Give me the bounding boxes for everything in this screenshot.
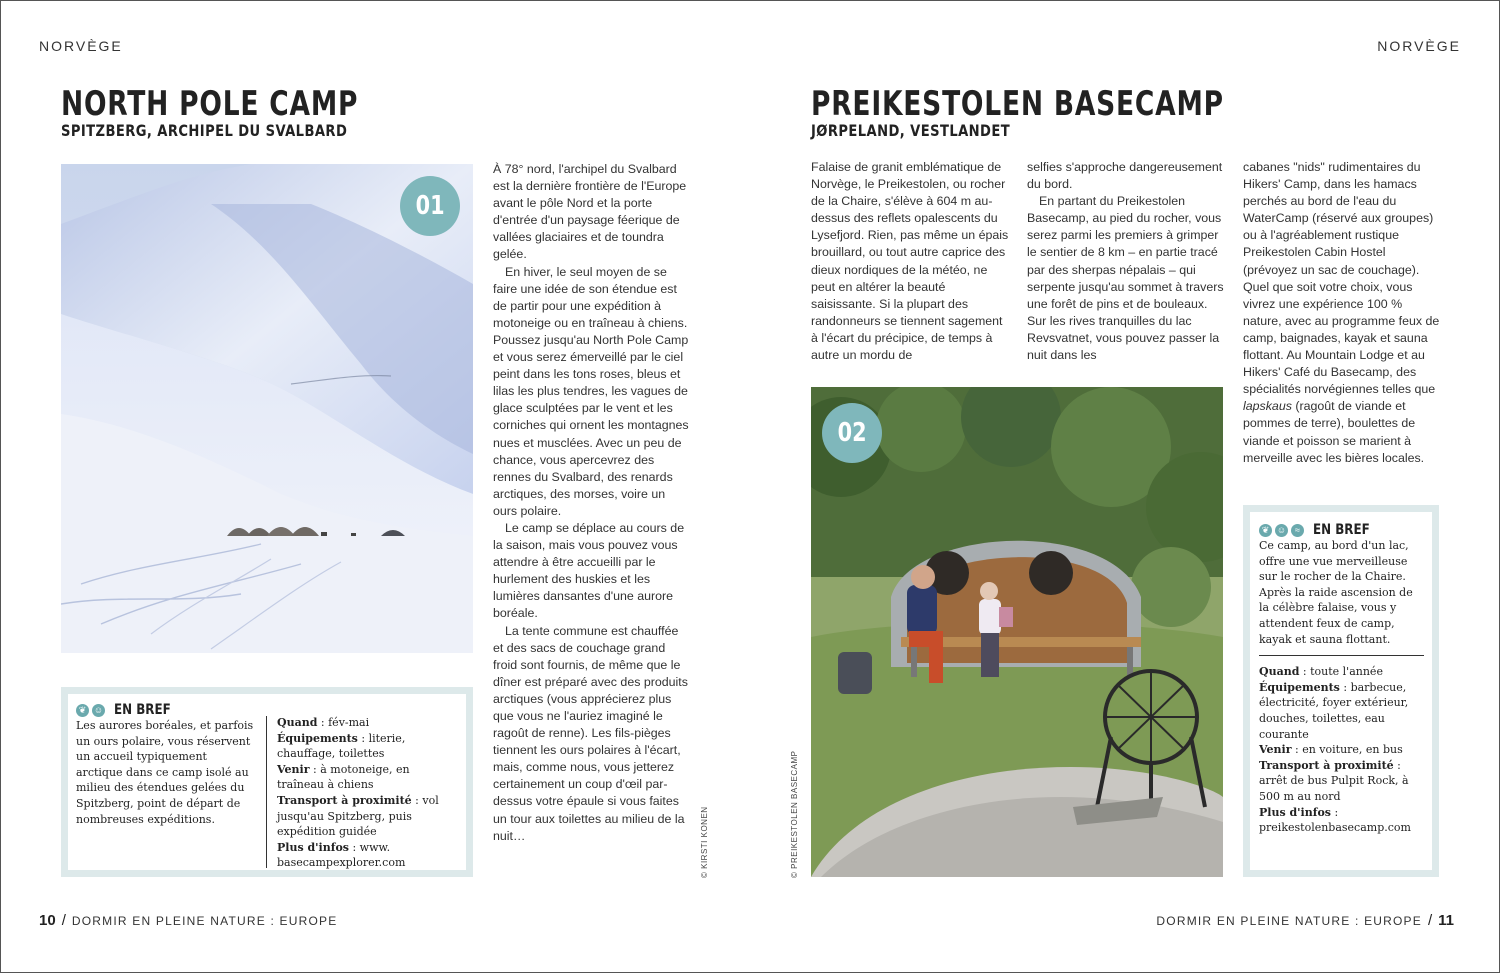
right-footer — [1156, 912, 1454, 929]
right-body-column-2 — [1027, 159, 1227, 364]
left-subtitle: SPITZBERG, ARCHIPEL DU SVALBARD — [61, 121, 348, 140]
left-running-foot: DORMIR EN PLEINE NATURE : EUROPE — [71, 914, 338, 928]
fact-item: Quand : fév-mai — [277, 716, 370, 729]
right-photo-cabin — [811, 387, 1223, 877]
fact-item: Transport à proximité : vol jusqu'au Spitzberg, puis expédition guidée — [277, 793, 439, 839]
fact-item: Venir : en voiture, en bus — [1259, 743, 1403, 757]
left-photo-svalbard — [61, 164, 473, 653]
left-en-bref-intro: Les aurores boréales, et parfois un ours polaire, vous réservent un accueil typiquement arctique dans ce camp isolé au milieu des étendues gelées du Spitzberg, point de départ de nombreuses expéditions. — [76, 719, 254, 826]
right-number-badge — [822, 403, 882, 463]
right-en-bref-box — [1243, 505, 1439, 877]
bref-divider — [266, 716, 267, 868]
fact-item: Équipements : barbecue, électricité, foyer extérieur, douches, toilettes, eau courante — [1259, 680, 1409, 741]
left-paragraph: En hiver, le seul moyen de se faire une idée de son étendue est de partir pour une expédition à motoneige ou en traîneau à chiens. Poussez jusqu'au North Pole Camp et vous serez émerveillé par le ciel peint dans les tons roses, bleus et lilas les plus tendres, les vagues de glace sculptées par le vent et les corniches qui ornent les montagnes nues et musclées. Avec un peu de chance, vous apercevrez des rennes du Svalbard, des renards arctiques, des morses, voire un ours polaire. — [493, 264, 689, 518]
left-en-bref-box — [61, 687, 473, 877]
bref-divider — [1259, 655, 1424, 656]
left-number: 01 — [415, 191, 445, 221]
right-paragraph: En partant du Preikestolen Basecamp, au pied du rocher, vous serez parmi les premiers à grimper le sentier de 8 km – en partie tracé par des sherpas népalais – qui serpente jusqu'au sommet à travers une forêt de pins et de bouleaux. Sur les rives tranquilles du lac Revsvatnet, vous pouvez passer la nuit dans les — [1027, 194, 1224, 363]
left-country-label: NORVÈGE — [39, 38, 123, 54]
right-body-column-3 — [1243, 159, 1443, 467]
right-en-bref-facts — [1259, 664, 1424, 836]
fact-item: Plus d'infos : www. basecampexplorer.com — [277, 840, 406, 870]
fact-item: Quand : toute l'année — [1259, 665, 1383, 679]
right-paragraph: selfies s'approche dangereusement du bord. — [1027, 160, 1223, 192]
right-title: PREIKESTOLEN BASECAMP — [811, 84, 1224, 124]
footer-slash: / — [61, 912, 66, 929]
right-running-foot: DORMIR EN PLEINE NATURE : EUROPE — [1156, 914, 1422, 928]
left-en-bref-heading: ❦ ☺ EN BREF — [76, 702, 256, 718]
right-subtitle: JØRPELAND, VESTLANDET — [811, 121, 1011, 140]
fact-item: Équipements : literie, chauffage, toilettes — [277, 731, 406, 761]
right-number: 02 — [837, 418, 867, 448]
left-paragraph: La tente commune est chauffée et des sacs de couchage grand froid sont fournis, de même que le dîner est préparé avec des produits arctiques (vous apprécierez plus que vous ne l'auriez imaginé le ragoût de renne). Les fils-pièges tiennent les ours polaires à l'écart, mais, comme nous, vous jetterez certainement un coup d'œil par-dessus votre épaule si vous faites un tour aux toilettes au milieu de la nuit… — [493, 623, 688, 843]
left-photo-credit: © KIRSTI KONEN — [700, 806, 709, 878]
fact-item: Venir : à motoneige, en traîneau à chiens — [277, 762, 410, 792]
left-en-bref-facts — [277, 702, 447, 871]
right-photo-credit: © PREIKESTOLEN BASECAMP — [790, 750, 799, 878]
water-icon: ≈ — [1291, 524, 1304, 537]
people-icon: ☺ — [1276, 525, 1287, 535]
leaf-icon: ❦ — [1259, 524, 1272, 537]
left-number-badge — [400, 176, 460, 236]
right-body-column-1 — [811, 159, 1009, 364]
right-en-bref-intro: Ce camp, au bord d'un lac, offre une vue merveilleuse sur le rocher de la Chaire. Après la raide ascension de la célèbre falaise, vous y attendent feux de camp, kayak et sauna flottant. — [1259, 539, 1413, 646]
snow-landscape-illustration — [61, 164, 473, 653]
people-icon: ☺ — [93, 705, 104, 715]
right-en-bref-heading: ❦ ☺ ≈ EN BREF — [1259, 522, 1424, 538]
right-paragraph: Falaise de granit emblématique de Norvège, le Preikestolen, ou rocher de la Chaire, s'élève à 604 m au-dessus des reflets opalescents du Lysefjord. Rien, pas même un épais brouillard, ou tout autre caprice des dieux nordiques de la météo, ne peut en altérer la beauté saisissante. Si la plupart des randonneurs se tiennent sagement à l'écart du précipice, de temps à autre un mordu de — [811, 160, 1009, 363]
footer-slash: / — [1427, 912, 1433, 929]
fact-item: Plus d'infos : preikestolenbasecamp.com — [1259, 805, 1411, 835]
leaf-icon: ❦ — [76, 704, 89, 717]
right-page-number: 11 — [1438, 912, 1454, 929]
fact-item: Transport à proximité : arrêt de bus Pulpit Rock, à 500 m au nord — [1259, 758, 1409, 803]
cabin-firepit-illustration — [811, 387, 1223, 877]
left-page-number: 10 — [39, 912, 56, 929]
left-body-column — [493, 161, 689, 845]
left-title: NORTH POLE CAMP — [61, 84, 359, 124]
right-paragraph: cabanes "nids" rudimentaires du Hikers' Camp, dans les hamacs perchés au bord de l'eau du WaterCamp (réservé aux groupes) ou à l'agréablement rustique Preikestolen Cabin Hostel (prévoyez un sac de couchage). Quel que soit votre choix, vous vivrez une expérience 100 % nature, avec au programme feux de camp, baignades, kayak et sauna flottant. Au Mountain Lodge et au Hikers' Café du Basecamp, des spécialités norvégiennes telles que lapskaus (ragoût de viande et pommes de terre), boulettes de viande et poisson se marient à merveille avec les bières locales. — [1243, 160, 1440, 465]
left-paragraph: Le camp se déplace au cours de la saison, mais vous pouvez vous attendre à être accueilli par le hurlement des huskies et les lumières dansantes d'une aurore boréale. — [493, 520, 685, 621]
left-footer — [39, 912, 337, 929]
left-paragraph: À 78° nord, l'archipel du Svalbard est la dernière frontière de l'Europe avant le pôle Nord et la porte d'entrée d'un paysage féerique de vallées glaciaires et de toundra gelée. — [493, 162, 687, 262]
right-country-label: NORVÈGE — [1377, 38, 1461, 54]
